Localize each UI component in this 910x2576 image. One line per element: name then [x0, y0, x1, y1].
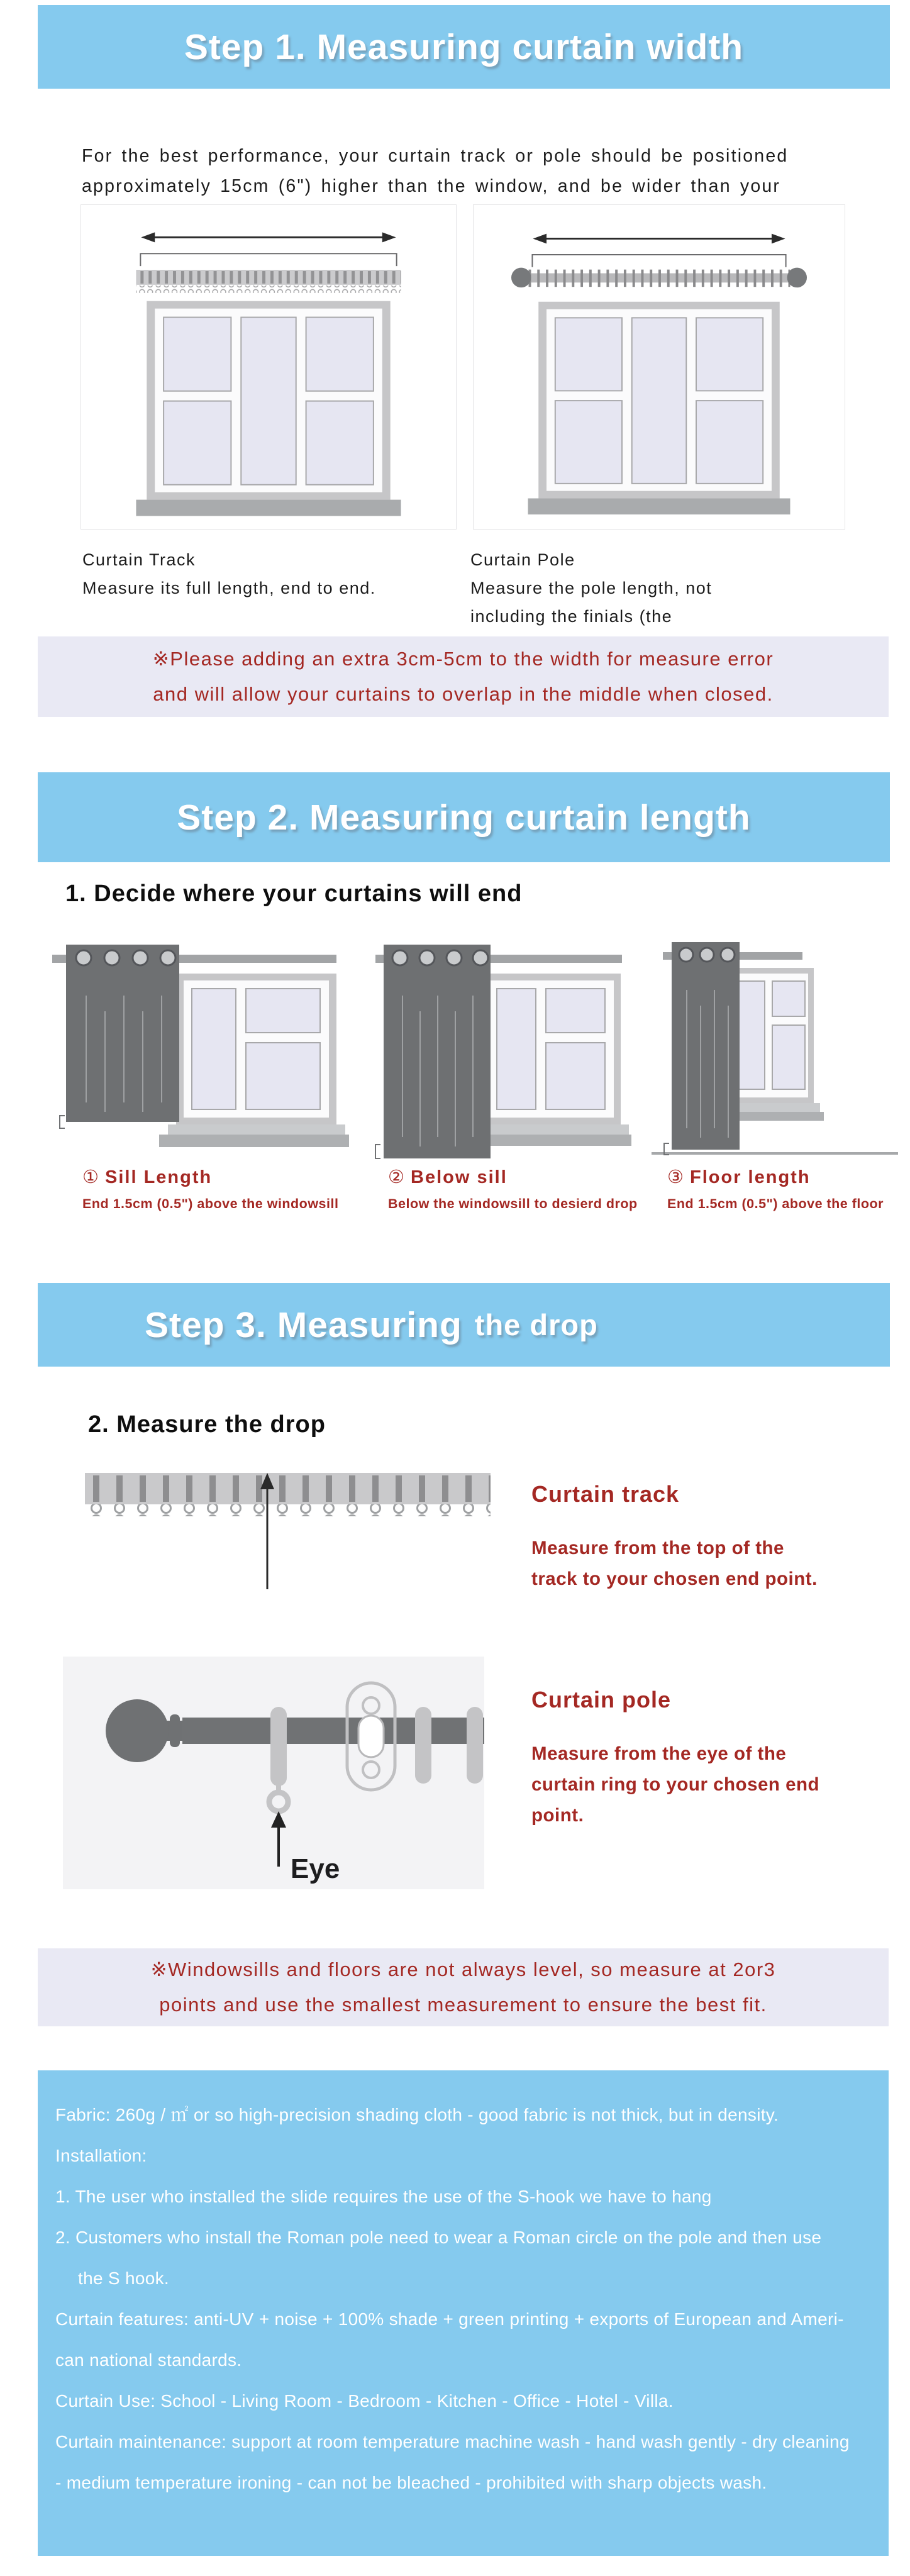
measure-bracket [532, 255, 785, 267]
pole-closeup-illustration [63, 1657, 484, 1889]
option2-title: ② Below sill [388, 1167, 508, 1187]
option1-title: ① Sill Length [82, 1167, 213, 1187]
floor-length-illustration [652, 933, 903, 1166]
below-sill-illustration [372, 936, 649, 1163]
footer-installation-heading: Installation: [55, 2146, 147, 2165]
step1-intro-line1: For the best performance, your curtain track or pole should be positioned [82, 146, 789, 166]
measure-bracket [140, 253, 396, 266]
windowsill [136, 500, 401, 516]
footer-install-step2: 2. Customers who install the Roman pole need to wear a Roman circle on the pole and then use [55, 2228, 822, 2247]
option2-desc: Below the windowsill to desierd drop [388, 1196, 638, 1211]
step2-banner [38, 772, 890, 862]
ring-eye [269, 1792, 288, 1811]
curtain-ring-with-eye [270, 1707, 287, 1786]
pole-finial-ball [106, 1699, 169, 1762]
eye-label: Eye [291, 1853, 340, 1884]
pole-bar [182, 1718, 484, 1744]
level-measure-note [38, 1948, 889, 2026]
curtain-pole-caption-desc1: Measure the pole length, not [470, 579, 713, 597]
grommets [679, 948, 735, 962]
option2-number: ② [388, 1167, 406, 1187]
curtain-panel [672, 942, 740, 1150]
curtain-track-caption [82, 546, 460, 602]
footer-maintenance-line2: - medium temperature ironing - can not be bleached - prohibited with sharp objects wash. [55, 2473, 767, 2492]
step1-intro-paragraph [82, 141, 855, 201]
gap-bracket [60, 1116, 65, 1128]
pole-finial-right [787, 268, 807, 287]
curtain-pole-label: Curtain pole [531, 1687, 672, 1713]
curtain-track-diagram [81, 205, 456, 529]
width-measure-note [38, 636, 889, 717]
step3-heading: 2. Measure the drop [88, 1411, 326, 1438]
option3-number: ③ [667, 1167, 685, 1187]
curtain-track-label: Curtain track [531, 1481, 680, 1507]
track-closeup-illustration [85, 1467, 491, 1596]
step3-banner [38, 1283, 890, 1367]
window-panes [164, 318, 374, 485]
footer-features-line1: Curtain features: anti-UV + noise + 100% shade + green printing + exports of European and Ameri- [55, 2309, 844, 2329]
step1-intro-line2: approximately 15cm (6") higher than the window, and be wider than your [82, 176, 781, 196]
option1-desc: End 1.5cm (0.5") above the windowsill [82, 1196, 339, 1211]
footer-fabric-line: Fabric: 260g / ㎡ or so high-precision shading cloth - good fabric is not thick, but in density. [55, 2105, 779, 2124]
window-with-pole-illustration [473, 204, 845, 530]
curtain-track-caption-desc: Measure its full length, end to end. [82, 579, 376, 597]
curtain-pole-diagram [474, 205, 845, 529]
step2-heading: 1. Decide where your curtains will end [65, 880, 523, 907]
step1-banner [38, 5, 890, 89]
curtain-track-instructions: Measure from the top of the track to your chosen end point. [531, 1538, 818, 1589]
level-note-line2: points and use the smallest measurement to ensure the best fit. [159, 1994, 767, 2016]
width-note-line2: and will allow your curtains to overlap in the middle when closed. [153, 683, 774, 705]
level-note-line1: ※Windowsills and floors are not always level, so measure at 2or3 [150, 1958, 776, 1980]
window-with-track-illustration [80, 204, 457, 530]
sill-length-illustration [47, 936, 368, 1163]
curtain-track-caption-title: Curtain Track [82, 550, 196, 569]
curtain-ring [467, 1707, 483, 1784]
pole-finial-left [511, 268, 531, 287]
footer-use-line: Curtain Use: School - Living Room - Bedroom - Kitchen - Office - Hotel - Villa. [55, 2391, 674, 2411]
curtain-pole-caption-title: Curtain Pole [470, 550, 575, 569]
footer-features-line2: can national standards. [55, 2350, 242, 2370]
footer-install-step2-cont: the S hook. [78, 2268, 169, 2288]
windowsill [474, 1124, 629, 1135]
step1-banner-title: Step 1. Measuring curtain width [184, 26, 744, 67]
option3-desc: End 1.5cm (0.5") above the floor [667, 1196, 884, 1211]
windowsill [168, 1124, 345, 1135]
product-details-footer [38, 2070, 889, 2556]
curtain-ring [415, 1707, 431, 1784]
window-panes [555, 318, 763, 484]
curtain-pole-instructions: Measure from the eye of the curtain ring to your chosen end point. [531, 1743, 820, 1826]
footer-maintenance-line1: Curtain maintenance: support at room temperature machine wash - hand wash gently - dry cleaning [55, 2432, 850, 2451]
windowsill [528, 498, 791, 514]
step2-banner-title: Step 2. Measuring curtain length [177, 797, 751, 838]
option3-title: ③ Floor length [667, 1167, 811, 1187]
curtain-pole-caption [470, 546, 873, 631]
step3-banner-subtitle: the drop [474, 1308, 598, 1341]
curtain-pole-caption-desc2: including the finials (the [470, 607, 673, 626]
footer-install-step1: 1. The user who installed the slide requires the use of the S-hook we have to hang [55, 2187, 712, 2206]
width-note-line1: ※Please adding an extra 3cm-5cm to the width for measure error [152, 648, 774, 670]
step3-banner-title: Step 3. Measuring [145, 1304, 462, 1345]
gap-bracket [375, 1145, 380, 1158]
option1-number: ① [82, 1167, 100, 1187]
